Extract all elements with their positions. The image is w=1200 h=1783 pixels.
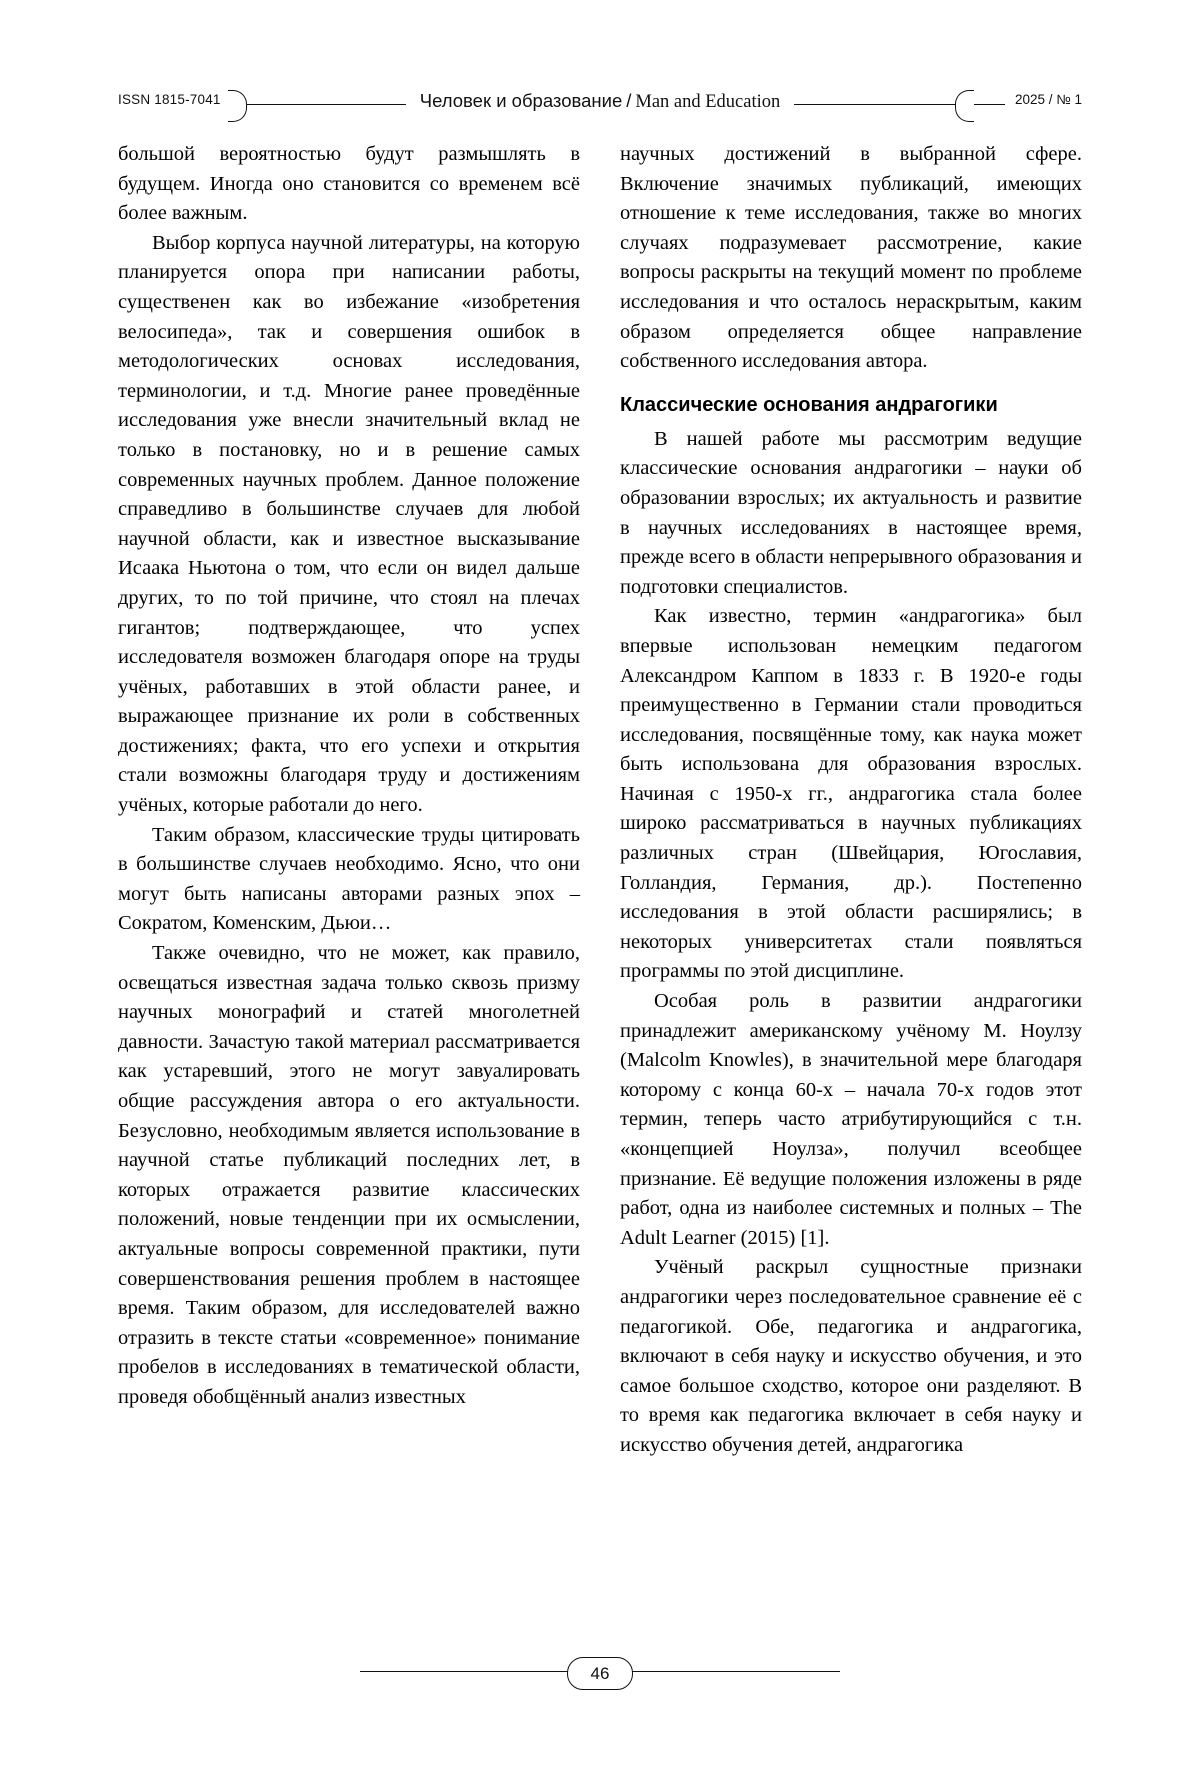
- paragraph: Особая роль в развитии андрагогики принадлежит американскому учёному М. Ноулзу (Malcolm Knowles), в значительной мере благодаря которому с конца 60-х – начала 70-х годов этот термин, теперь часто атрибутирующийся с т.н. «концепцией Ноулза», получил всеобщее признание. Её ведущие положения изложены в ряде работ, одна из наиболее системных и полных – The Adult Learner (2015) [1].: [620, 990, 1082, 1249]
- journal-title: [118, 90, 1082, 113]
- issn-label: ISSN 1815-7041: [118, 92, 231, 107]
- paragraph: Как известно, термин «андрагогика» был впервые использован немецким педагогом Александром Каппом в 1833 г. В 1920-е годы преимущественно в Германии стали проводиться исследования, посвящённые тому, как наука может быть использована для образования взрослых. Начиная с 1950-х гг., андрагогика стала более широко рассматриваться в научных публикациях различных стран (Швейцария, Югославия, Голландия, Германия, др.). Постепенно исследования в этой области расширялись; в некоторых университетах стали появляться программы по этой дисциплине.: [620, 605, 1082, 983]
- right-column: [620, 140, 1082, 1461]
- body-columns: [118, 140, 1082, 1461]
- page-footer: [0, 1653, 1200, 1713]
- running-head: [118, 88, 1082, 122]
- paragraph: Выбор корпуса научной литературы, на которую планируется опора при написании работы, существенен как во избежание «изобретения велосипеда», так и совершения ошибок в методологических основах исследования, терминологии, и т.д. Многие ранее проведённые исследования уже внесли значительный вклад не только в постановку, но и в решение самых современных научных проблем. Данное положение справедливо в большинстве случаев для любой научной области, как и известное высказывание Исаака Ньютона о том, что если он видел дальше других, то по той причине, что стоял на плечах гигантов; подтверждающее, что успех исследователя возможен благодаря опоре на труды учёных, работавших в этой области ранее, и выражающее признание их роли в собственных достижениях; факта, что его успехи и открытия стали возможны благодаря труду и достижениям учёных, которые работали до него.: [118, 231, 580, 817]
- paragraph: Таким образом, классические труды цитировать в большинстве случаев необходимо. Ясно, что они могут быть написаны авторами разных эпох – Сократом, Коменским, Дьюи…: [118, 823, 580, 935]
- journal-title-separator: /: [626, 90, 632, 111]
- journal-title-ru: Человек и образование: [419, 90, 623, 111]
- section-heading: Классические основания андрагогики: [620, 393, 998, 416]
- paragraph: Также очевидно, что не может, как правило, освещаться известная задача только сквозь призму научных монографий и статей многолетней давности. Зачастую такой материал рассматривается как устаревший, этого не могут завуалировать общие рассуждения автора о его актуальности. Безусловно, необходимым является использование в научной статье публикаций последних лет, в которых отражается развитие классических положений, новые тенденции при их осмыслении, актуальные вопросы современной практики, пути совершенствования решения проблем в настоящее время. Таким образом, для исследователей важно отразить в тексте статьи «современное» понимание пробелов в исследованиях в тематической области, проведя обобщённый анализ известных: [118, 942, 580, 1408]
- paragraph: Учёный раскрыл сущностные признаки андрагогики через последовательное сравнение её с педагогикой. Обе, педагогика и андрагогика, включают в себя науку и искусство обучения, и это самое большое сходство, которое они разделяют. В то время как педагогика включает в себя науку и искусство обучения детей, андрагогика: [620, 1256, 1082, 1456]
- paragraph: научных достижений в выбранной сфере. Включение значимых публикаций, имеющих отношение к теме исследования, также во многих случаях подразумевает рассмотрение, какие вопросы раскрыты на текущий момент по проблеме исследования и что осталось нераскрытым, каким образом определяется общее направление собственного исследования автора.: [620, 143, 1082, 373]
- left-column: [118, 140, 580, 1461]
- paragraph: большой вероятностью будут размышлять в будущем. Иногда оно становится со временем всё более важным.: [118, 143, 580, 225]
- paragraph: В нашей работе мы рассмотрим ведущие классические основания андрагогики – науки об образовании взрослых; их актуальность и развитие в научных исследованиях в настоящее время, прежде всего в области непрерывного образования и подготовки специалистов.: [620, 427, 1082, 598]
- page-number: 46: [567, 1657, 633, 1690]
- journal-title-en: Man and Education: [635, 92, 781, 112]
- issue-label: 2025 / № 1: [1005, 92, 1082, 107]
